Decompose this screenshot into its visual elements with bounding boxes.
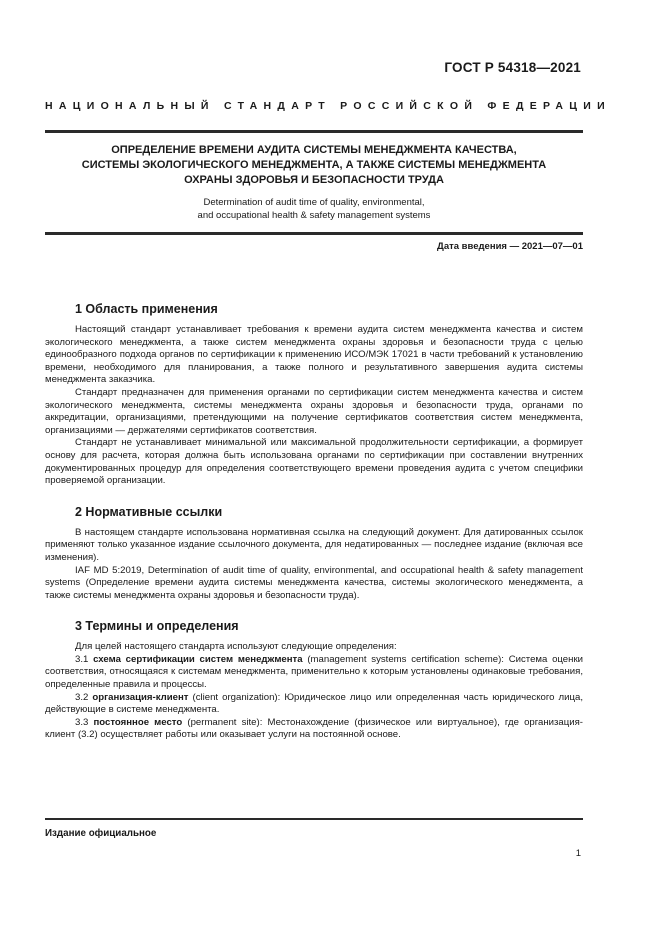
title-divider — [45, 232, 583, 235]
title-ru-line: ОПРЕДЕЛЕНИЕ ВРЕМЕНИ АУДИТА СИСТЕМЫ МЕНЕДЖМЕНТА КАЧЕСТВА, — [111, 144, 517, 156]
document-code: ГОСТ Р 54318—2021 — [444, 60, 581, 75]
title-ru-line: ОХРАНЫ ЗДОРОВЬЯ И БЕЗОПАСНОСТИ ТРУДА — [184, 174, 444, 186]
section-heading: 2 Нормативные ссылки — [75, 504, 223, 519]
paragraph: IAF MD 5:2019, Determination of audit time of quality, environmental, and occupational health & safety management systems (Определение времени аудита системы менеджмента качества, системы экологического менеджмента, а также системы менеджмента охраны здоровья и безопасности труда). — [45, 564, 583, 601]
title-english — [60, 196, 568, 222]
term-definition — [45, 717, 583, 742]
paragraph: Для целей настоящего стандарта используют следующие определения: — [75, 641, 397, 653]
official-edition-label: Издание официальное — [45, 828, 157, 839]
paragraph: Стандарт не устанавливает минимальной или максимальной продолжительности сертификации, а формирует основу для расчета, которая должна быть использована органами по сертификации при составлении внутренних документированных процедур для определения соответствующего времени проведения аудита с учетом специфики проверяемой организации. — [45, 437, 583, 487]
term-name: постоянное место — [93, 716, 183, 728]
national-standard-banner: НАЦИОНАЛЬНЫЙ СТАНДАРТ РОССИЙСКОЙ ФЕДЕРАЦИИ — [45, 100, 611, 112]
term-text: (management systems certification scheme): Система оценки соответствия, относящаяся к системам менеджмента, применительно к которым установлены одинаковые требования, определенные правила и процессы. — [45, 653, 583, 691]
term-number: 3.2 — [75, 691, 93, 703]
section-heading: 1 Область применения — [75, 302, 218, 316]
term-name: схема сертификации систем менеджмента — [93, 653, 303, 665]
main-content — [45, 300, 583, 742]
section-scope — [45, 300, 583, 488]
paragraph: В настоящем стандарте использована нормативная ссылка на следующий документ. Для датированных ссылок применяют только указанное издание ссылочного документа, для недатированных — последнее издание (включая все изменения). — [45, 526, 583, 563]
section-heading: 3 Термины и определения — [75, 619, 239, 634]
section-normative-references — [45, 503, 583, 603]
term-number: 3.3 — [75, 716, 94, 728]
footer-divider — [45, 818, 583, 820]
title-en-line: Determination of audit time of quality, environmental, — [203, 197, 425, 208]
top-divider — [45, 130, 583, 133]
title-russian — [60, 143, 568, 188]
title-en-line: and occupational health & safety management systems — [197, 210, 431, 221]
title-ru-line: СИСТЕМЫ ЭКОЛОГИЧЕСКОГО МЕНЕДЖМЕНТА, А ТАКЖЕ СИСТЕМЫ МЕНЕДЖМЕНТА — [81, 159, 547, 171]
term-text: (client organization): Юридическое лицо или определенная часть юридического лица, действующие в системе менеджмента. — [45, 691, 583, 716]
term-number: 3.1 — [75, 653, 94, 665]
paragraph: Настоящий стандарт устанавливает требования к времени аудита систем менеджмента качества и систем экологического менеджмента, а также систем менеджмента охраны здоровья и безопасности труда с целью единообразного подхода органов по сертификации к применению ИСО/МЭК 17021 в части требований к установлению времени, необходимого для планирования, а также полного и результативного завершения аудита системы менеджмента заказчика. — [45, 324, 583, 386]
paragraph: Стандарт предназначен для применения органами по сертификации систем менеджмента качества и систем экологического менеджмента, системы менеджмента охраны здоровья и безопасности труда, органами по аккредитации, организациями, претендующими на получение сертификатов соответствия систем менеджмента, организациями — держателями сертификатов соответствия. — [45, 386, 583, 436]
section-terms-definitions — [45, 617, 583, 742]
term-definition — [45, 692, 583, 717]
term-name: организация-клиент — [92, 691, 189, 703]
term-text: (permanent site): Местонахождение (физическое или виртуальное), где организация-клиент (3.2) осуществляет работы или оказывает услуги на постоянной основе. — [45, 716, 584, 741]
introduction-date: Дата введения — 2021—07—01 — [437, 241, 583, 252]
term-definition — [45, 654, 583, 692]
page-number: 1 — [575, 848, 581, 859]
